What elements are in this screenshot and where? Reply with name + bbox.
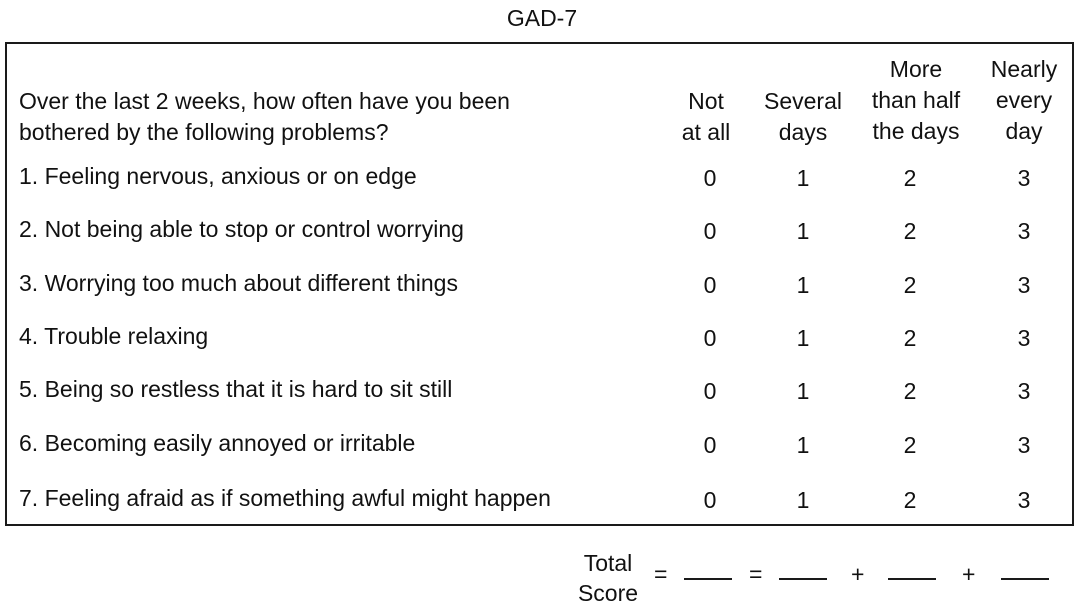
score-value: 3 xyxy=(1017,218,1031,244)
question-prompt xyxy=(19,86,639,148)
equals-sign: = xyxy=(749,561,763,587)
column-header-line: the days xyxy=(872,118,960,144)
score-value: 2 xyxy=(903,218,917,244)
form-title: GAD-7 xyxy=(506,5,578,31)
score-value: 0 xyxy=(703,165,717,191)
score-value: 3 xyxy=(1017,378,1031,404)
score-value: 1 xyxy=(796,325,810,351)
column-sum-blank[interactable] xyxy=(1001,578,1049,580)
column-header-line: Several xyxy=(764,88,842,114)
score-value: 1 xyxy=(796,432,810,458)
score-value: 3 xyxy=(1017,272,1031,298)
score-value: 1 xyxy=(796,272,810,298)
score-value: 1 xyxy=(796,218,810,244)
item-text: 6. Becoming easily annoyed or irritable xyxy=(19,430,416,456)
column-header-line: every xyxy=(995,87,1053,113)
column-header-line: day xyxy=(1005,118,1043,144)
score-value: 2 xyxy=(903,432,917,458)
total-score-label xyxy=(568,548,648,608)
item-text: 7. Feeling afraid as if something awful might happen xyxy=(19,485,551,511)
item-text: 1. Feeling nervous, anxious or on edge xyxy=(19,163,417,189)
score-value: 1 xyxy=(796,378,810,404)
score-value: 1 xyxy=(796,165,810,191)
score-value: 2 xyxy=(903,272,917,298)
item-text: 4. Trouble relaxing xyxy=(19,323,209,349)
total-score-label-line: Score xyxy=(577,580,639,606)
column-header-nearly-every-day xyxy=(976,54,1072,147)
plus-sign: + xyxy=(962,561,976,587)
score-value: 3 xyxy=(1017,487,1031,513)
item-text: 3. Worrying too much about different things xyxy=(19,270,458,296)
column-header-line: More xyxy=(889,56,943,82)
item-text: 5. Being so restless that it is hard to sit still xyxy=(19,376,453,402)
score-value: 0 xyxy=(703,432,717,458)
column-header-not-at-all xyxy=(666,86,746,148)
score-value: 3 xyxy=(1017,432,1031,458)
question-prompt-line: bothered by the following problems? xyxy=(19,119,389,145)
column-header-more-than-half xyxy=(856,54,976,147)
plus-sign: + xyxy=(851,561,865,587)
column-sum-blank[interactable] xyxy=(888,578,936,580)
column-header-line: Not xyxy=(688,88,724,114)
column-header-line: days xyxy=(778,119,828,145)
score-value: 3 xyxy=(1017,165,1031,191)
score-value: 3 xyxy=(1017,325,1031,351)
score-value: 2 xyxy=(903,487,917,513)
score-value: 0 xyxy=(703,378,717,404)
total-score-label-line: Total xyxy=(583,550,633,576)
score-value: 2 xyxy=(903,325,917,351)
column-header-line: at all xyxy=(681,119,731,145)
score-value: 0 xyxy=(703,272,717,298)
column-header-line: than half xyxy=(871,87,961,113)
score-value: 0 xyxy=(703,325,717,351)
score-value: 2 xyxy=(903,165,917,191)
score-value: 0 xyxy=(703,487,717,513)
column-header-several-days xyxy=(748,86,858,148)
column-sum-blank[interactable] xyxy=(779,578,827,580)
question-prompt-line: Over the last 2 weeks, how often have you been xyxy=(19,88,510,114)
score-value: 0 xyxy=(703,218,717,244)
column-header-line: Nearly xyxy=(990,56,1058,82)
score-value: 2 xyxy=(903,378,917,404)
item-text: 2. Not being able to stop or control worrying xyxy=(19,216,464,242)
equals-sign: = xyxy=(654,561,668,587)
total-score-blank[interactable] xyxy=(684,578,732,580)
score-value: 1 xyxy=(796,487,810,513)
